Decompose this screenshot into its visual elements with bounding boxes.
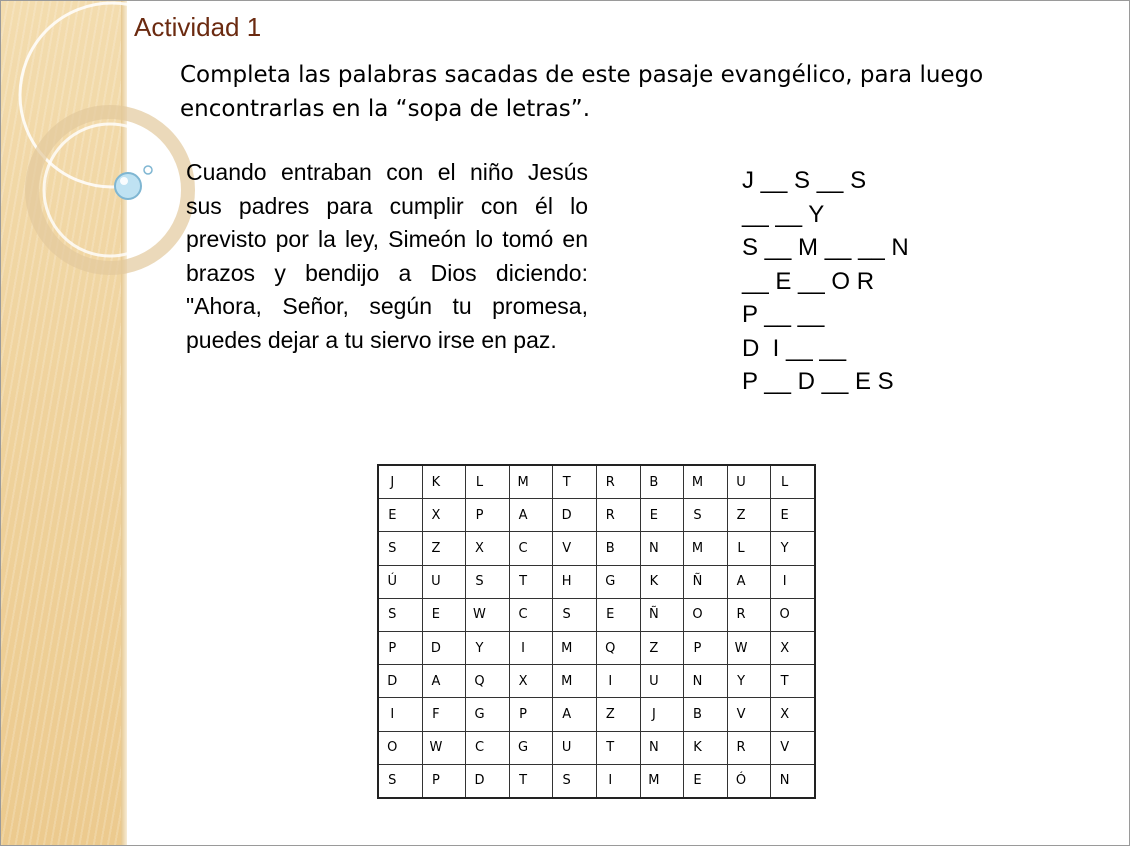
grid-letter: L	[737, 540, 745, 556]
grid-cell[interactable]	[553, 499, 597, 532]
grid-cell[interactable]	[466, 465, 510, 499]
grid-cell[interactable]	[727, 565, 771, 598]
blank-word: J __ S __ S	[742, 167, 867, 194]
grid-cell[interactable]	[771, 631, 815, 664]
grid-letter: O	[692, 607, 703, 623]
grid-cell[interactable]	[684, 698, 728, 731]
grid-cell[interactable]	[378, 499, 422, 532]
grid-cell[interactable]	[509, 465, 553, 499]
grid-cell[interactable]	[771, 764, 815, 798]
grid-letter: A	[736, 574, 746, 590]
grid-letter: X	[475, 540, 484, 556]
grid-letter: S	[693, 507, 702, 523]
grid-letter: U	[736, 474, 746, 490]
grid-letter: N	[779, 773, 790, 789]
grid-letter: P	[388, 640, 397, 656]
grid-letter: U	[431, 574, 441, 590]
grid-letter: S	[562, 773, 571, 789]
grid-letter: R	[605, 507, 615, 523]
grid-cell[interactable]	[422, 631, 466, 664]
grid-letter: T	[606, 740, 615, 756]
grid-letter: R	[736, 740, 746, 756]
grid-cell[interactable]	[509, 532, 553, 565]
grid-cell[interactable]	[596, 631, 640, 664]
grid-cell[interactable]	[378, 465, 422, 499]
grid-cell[interactable]	[727, 631, 771, 664]
grid-letter: B	[605, 540, 615, 556]
grid-cell[interactable]	[684, 499, 728, 532]
grid-cell[interactable]	[466, 698, 510, 731]
grid-letter: R	[605, 474, 615, 490]
grid-cell[interactable]	[596, 598, 640, 631]
grid-letter: M	[561, 640, 573, 656]
grid-cell[interactable]	[727, 499, 771, 532]
grid-cell[interactable]	[553, 665, 597, 698]
gospel-passage: Cuando entraban con el niño Jesús sus padres para cumplir con él lo previsto por la ley, Simeón lo tomó en brazos y bendijo a Dios diciendo: "Ahora, Señor, según tu promesa, puedes dejar a tu siervo irse en paz.	[186, 159, 588, 353]
grid-cell[interactable]	[684, 731, 728, 764]
grid-letter: D	[561, 507, 572, 523]
grid-cell[interactable]	[422, 731, 466, 764]
grid-cell[interactable]	[640, 631, 684, 664]
grid-cell[interactable]	[509, 698, 553, 731]
grid-letter: Ú	[387, 574, 398, 590]
grid-letter: J	[651, 706, 656, 722]
grid-cell[interactable]	[727, 465, 771, 499]
grid-cell[interactable]	[640, 565, 684, 598]
grid-letter: W	[473, 607, 486, 623]
grid-letter: P	[519, 706, 527, 722]
grid-cell[interactable]	[596, 465, 640, 499]
grid-row	[378, 698, 815, 731]
grid-letter: X	[518, 673, 528, 689]
instructions-text: Completa las palabras sacadas de este pasaje evangélico, para luego encontrarlas en la “sopa de letras”.	[180, 62, 984, 122]
grid-letter: E	[606, 607, 615, 623]
grid-cell[interactable]	[640, 499, 684, 532]
grid-letter: Ñ	[648, 607, 659, 623]
grid-cell[interactable]	[596, 565, 640, 598]
grid-cell[interactable]	[727, 698, 771, 731]
grid-letter: P	[475, 507, 484, 523]
grid-cell[interactable]	[727, 764, 771, 798]
grid-letter: X	[780, 640, 790, 656]
grid-letter: W	[734, 640, 748, 656]
grid-letter: S	[388, 773, 397, 789]
grid-letter: Y	[737, 673, 746, 689]
grid-letter: G	[518, 740, 529, 756]
grid-letter: T	[562, 474, 571, 490]
grid-letter: Q	[474, 673, 485, 689]
grid-cell[interactable]	[596, 532, 640, 565]
grid-letter: B	[692, 706, 702, 722]
grid-row	[378, 499, 815, 532]
grid-letter: M	[691, 474, 704, 490]
grid-row	[378, 532, 815, 565]
grid-letter: G	[605, 574, 616, 590]
grid-cell[interactable]	[771, 565, 815, 598]
grid-letter: Z	[431, 540, 441, 556]
activity-title: Actividad 1	[134, 12, 262, 42]
grid-cell[interactable]	[727, 665, 771, 698]
grid-cell[interactable]	[422, 565, 466, 598]
grid-row	[378, 764, 815, 798]
grid-letter: M	[648, 773, 660, 789]
grid-cell[interactable]	[771, 532, 815, 565]
grid-cell[interactable]	[553, 565, 597, 598]
grid-letter: F	[432, 706, 440, 722]
grid-letter: K	[649, 574, 659, 590]
grid-cell[interactable]	[509, 731, 553, 764]
grid-cell[interactable]	[727, 532, 771, 565]
grid-letter: K	[431, 474, 441, 490]
grid-cell[interactable]	[466, 665, 510, 698]
grid-cell[interactable]	[684, 631, 728, 664]
grid-letter: M	[691, 540, 704, 556]
grid-row	[378, 631, 815, 664]
grid-cell[interactable]	[553, 698, 597, 731]
grid-letter: V	[736, 706, 746, 722]
grid-letter: L	[475, 474, 484, 490]
grid-letter: C	[518, 607, 528, 623]
grid-letter: Z	[605, 706, 615, 722]
grid-row	[378, 465, 815, 499]
grid-letter: W	[429, 740, 443, 756]
grid-cell[interactable]	[378, 764, 422, 798]
grid-letter: M	[517, 474, 529, 490]
grid-letter: B	[649, 474, 659, 490]
grid-letter: E	[388, 507, 397, 523]
grid-cell[interactable]	[378, 665, 422, 698]
grid-letter: D	[474, 773, 485, 789]
grid-letter: S	[475, 574, 484, 590]
grid-letter: S	[562, 607, 571, 623]
grid-cell[interactable]	[640, 698, 684, 731]
grid-cell[interactable]	[553, 731, 597, 764]
grid-letter: C	[474, 740, 485, 756]
grid-letter: T	[780, 673, 789, 689]
grid-cell[interactable]	[509, 764, 553, 798]
grid-letter: L	[781, 474, 789, 490]
grid-cell[interactable]	[684, 565, 728, 598]
grid-cell[interactable]	[466, 598, 510, 631]
grid-cell[interactable]	[422, 764, 466, 798]
grid-letter: Y	[475, 640, 484, 656]
grid-letter: U	[561, 740, 572, 756]
grid-letter: V	[562, 540, 572, 556]
grid-letter: N	[692, 673, 703, 689]
grid-cell[interactable]	[422, 665, 466, 698]
blank-word: D I __ __	[742, 334, 847, 362]
grid-letter: X	[780, 706, 790, 722]
grid-letter: C	[518, 540, 528, 556]
grid-letter: Z	[649, 640, 659, 656]
grid-letter: I	[782, 574, 787, 590]
grid-cell[interactable]	[509, 499, 553, 532]
grid-row	[378, 565, 815, 598]
grid-cell[interactable]	[684, 665, 728, 698]
grid-cell[interactable]	[466, 499, 510, 532]
grid-letter: P	[693, 640, 702, 656]
grid-letter: I	[608, 773, 613, 789]
grid-letter: J	[390, 474, 395, 490]
grid-letter: A	[431, 673, 441, 689]
grid-cell[interactable]	[553, 465, 597, 499]
grid-cell[interactable]	[684, 764, 728, 798]
grid-cell[interactable]	[640, 532, 684, 565]
grid-letter: T	[519, 574, 528, 590]
grid-cell[interactable]	[640, 665, 684, 698]
grid-cell[interactable]	[553, 764, 597, 798]
grid-cell[interactable]	[509, 598, 553, 631]
blank-word: P __ D __ E S	[742, 368, 894, 395]
grid-cell[interactable]	[553, 598, 597, 631]
grid-letter: P	[431, 773, 440, 789]
grid-cell[interactable]	[771, 665, 815, 698]
grid-letter: A	[562, 706, 572, 722]
grid-letter: E	[693, 773, 702, 789]
grid-letter: I	[608, 673, 613, 689]
grid-letter: D	[430, 640, 441, 656]
grid-letter: K	[693, 740, 702, 756]
decorative-circles	[0, 0, 300, 846]
grid-letter: I	[390, 706, 395, 722]
grid-letter: D	[387, 673, 398, 689]
grid-cell[interactable]	[378, 598, 422, 631]
grid-letter: A	[518, 507, 528, 523]
grid-cell[interactable]	[422, 698, 466, 731]
grid-letter: Ó	[735, 773, 747, 789]
grid-cell[interactable]	[640, 465, 684, 499]
grid-cell[interactable]	[466, 532, 510, 565]
blank-word: __ __ Y	[742, 200, 825, 228]
grid-cell[interactable]	[771, 698, 815, 731]
grid-cell[interactable]	[771, 731, 815, 764]
grid-cell[interactable]	[771, 465, 815, 499]
grid-cell[interactable]	[684, 465, 728, 499]
grid-letter: S	[388, 607, 397, 623]
grid-letter: V	[780, 740, 790, 756]
grid-letter: I	[521, 640, 525, 656]
grid-letter: N	[648, 540, 659, 556]
grid-letter: T	[519, 773, 528, 789]
grid-letter: H	[561, 574, 572, 590]
grid-cell[interactable]	[596, 499, 640, 532]
grid-cell[interactable]	[466, 731, 510, 764]
grid-cell[interactable]	[596, 665, 640, 698]
grid-cell[interactable]	[509, 665, 553, 698]
blank-word: S __ M __ __ N	[742, 234, 909, 261]
grid-cell[interactable]	[509, 565, 553, 598]
grid-letter: M	[561, 673, 573, 689]
grid-cell[interactable]	[640, 764, 684, 798]
grid-cell[interactable]	[422, 598, 466, 631]
grid-cell[interactable]	[596, 698, 640, 731]
grid-letter: Y	[780, 540, 789, 556]
grid-letter: E	[431, 607, 440, 623]
grid-letter: E	[780, 507, 789, 523]
grid-letter: Z	[736, 507, 746, 523]
grid-cell[interactable]	[378, 631, 422, 664]
grid-cell[interactable]	[640, 598, 684, 631]
grid-cell[interactable]	[378, 731, 422, 764]
grid-cell[interactable]	[727, 731, 771, 764]
grid-letter: U	[649, 673, 659, 689]
grid-cell[interactable]	[422, 465, 466, 499]
grid-letter: X	[431, 507, 441, 523]
grid-cell[interactable]	[727, 598, 771, 631]
grid-cell[interactable]	[378, 532, 422, 565]
grid-letter: R	[736, 607, 746, 623]
grid-cell[interactable]	[596, 764, 640, 798]
grid-letter: N	[648, 740, 659, 756]
grid-cell[interactable]	[553, 532, 597, 565]
grid-letter: E	[649, 507, 658, 523]
blank-word: __ E __ O R	[742, 267, 875, 295]
blank-word: P __ __	[742, 301, 825, 328]
grid-cell[interactable]	[684, 532, 728, 565]
grid-cell[interactable]	[466, 565, 510, 598]
grid-cell[interactable]	[422, 532, 466, 565]
grid-cell[interactable]	[596, 731, 640, 764]
word-search-grid	[377, 464, 816, 799]
grid-cell[interactable]	[466, 631, 510, 664]
grid-letter: G	[474, 706, 485, 722]
grid-cell[interactable]	[684, 598, 728, 631]
grid-row	[378, 731, 815, 764]
grid-cell[interactable]	[378, 698, 422, 731]
grid-cell[interactable]	[771, 598, 815, 631]
grid-cell[interactable]	[640, 731, 684, 764]
grid-cell[interactable]	[509, 631, 553, 664]
grid-letter: O	[779, 607, 790, 623]
fill-in-words	[742, 164, 909, 399]
grid-letter: S	[388, 540, 397, 556]
grid-cell[interactable]	[422, 499, 466, 532]
grid-row	[378, 598, 815, 631]
grid-cell[interactable]	[378, 565, 422, 598]
grid-letter: Ñ	[692, 574, 703, 590]
grid-letter: Q	[605, 640, 616, 656]
grid-cell[interactable]	[466, 764, 510, 798]
grid-cell[interactable]	[771, 499, 815, 532]
grid-cell[interactable]	[553, 631, 597, 664]
grid-letter: O	[387, 740, 398, 756]
grid-row	[378, 665, 815, 698]
